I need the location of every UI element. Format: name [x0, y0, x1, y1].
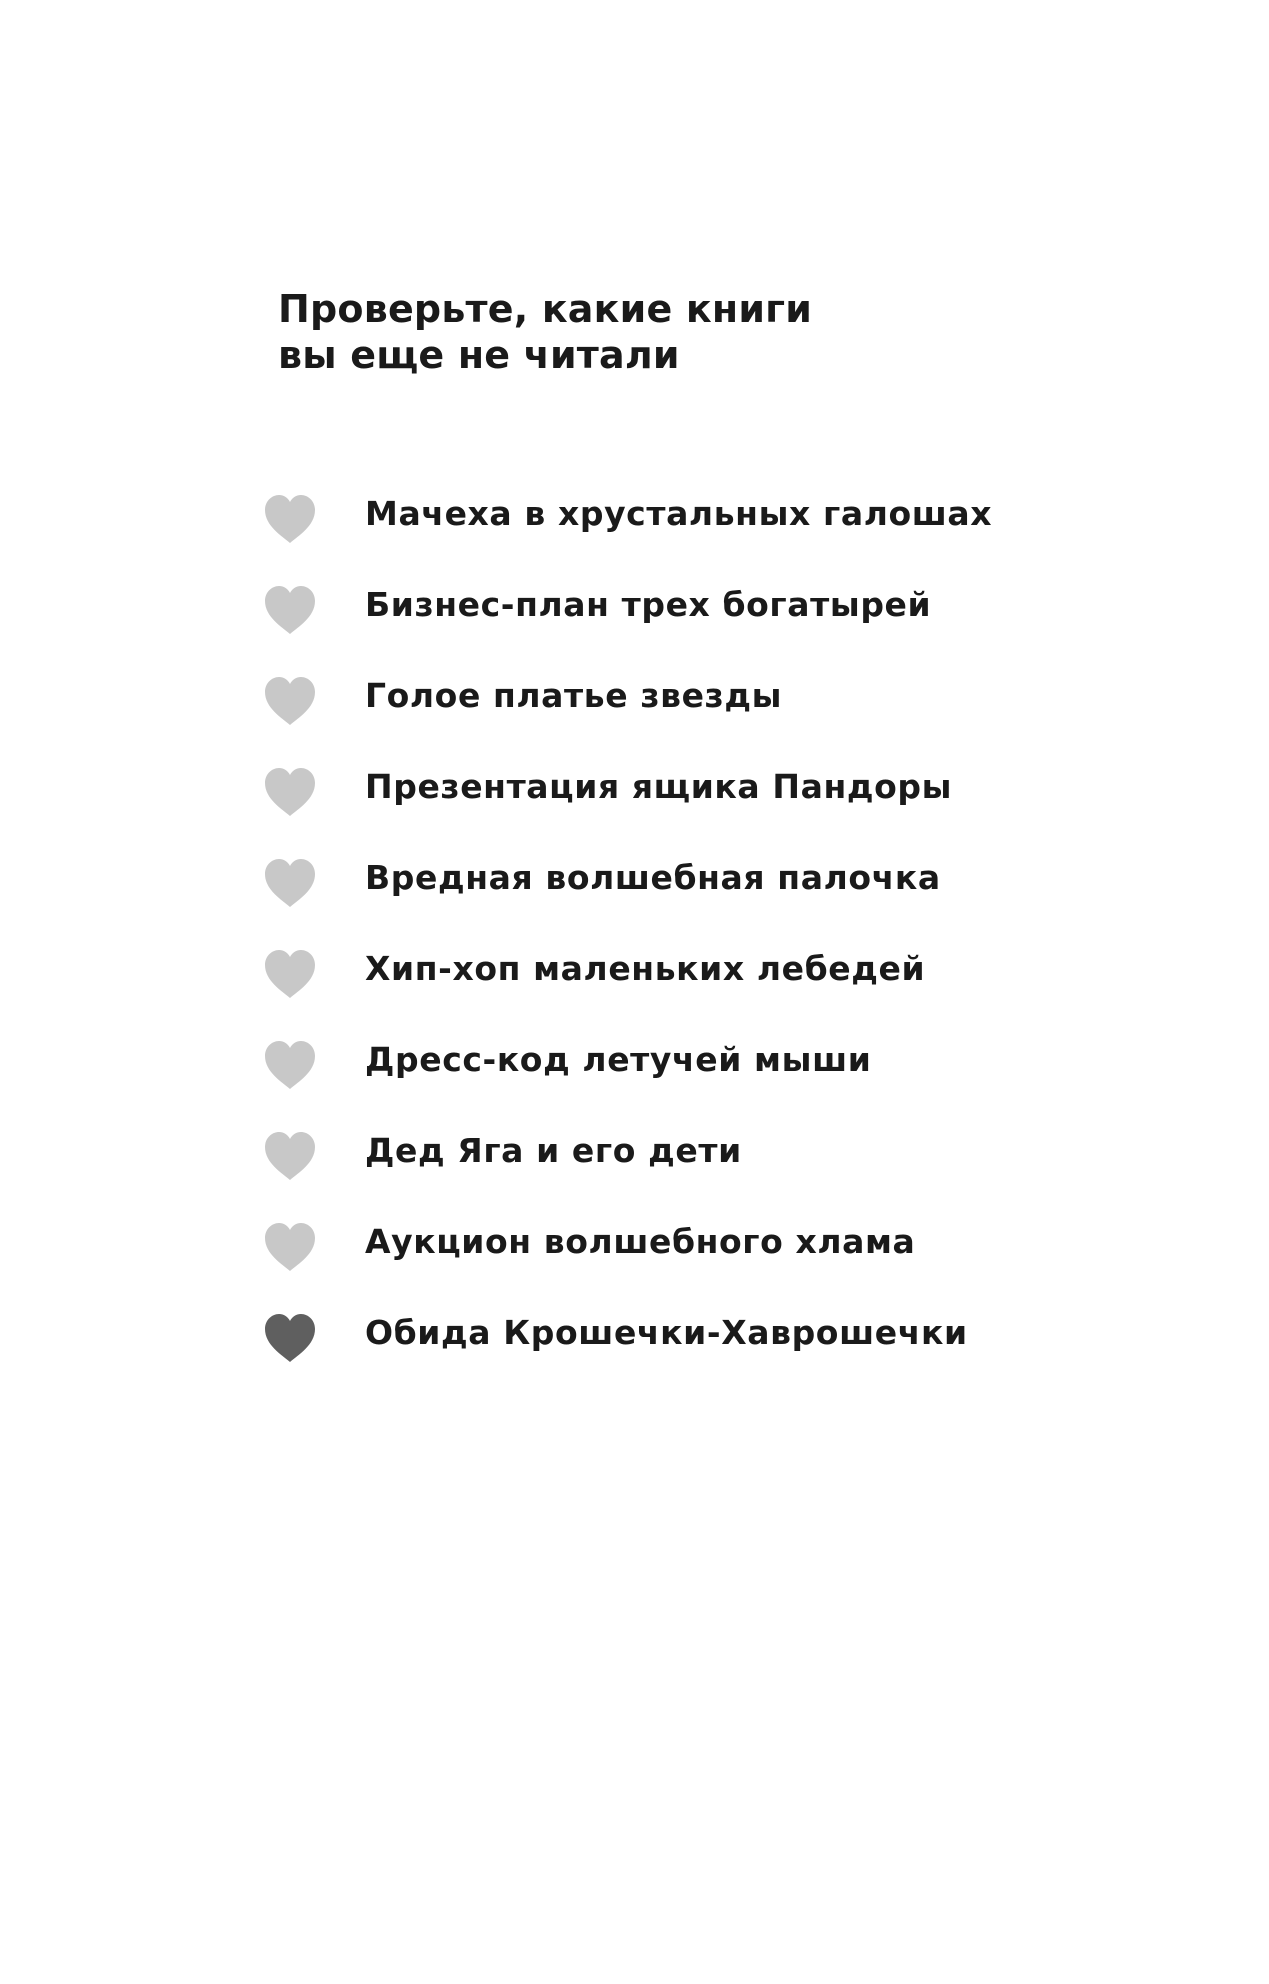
book-list — [262, 468, 992, 1378]
heart-icon — [262, 584, 318, 636]
heart-icon — [262, 1130, 318, 1182]
list-item — [262, 1014, 992, 1105]
book-title: Дресс-код летучей мыши — [365, 1040, 872, 1079]
book-title: Обида Крошечки-Хаврошечки — [365, 1313, 968, 1352]
book-title: Бизнес-план трех богатырей — [365, 585, 932, 624]
list-item — [262, 1105, 992, 1196]
list-item — [262, 650, 992, 741]
book-title: Мачеха в хрустальных галошах — [365, 494, 993, 533]
list-item — [262, 559, 992, 650]
page-title-line-2: вы еще не читали — [278, 333, 680, 377]
heart-icon — [262, 948, 318, 1000]
heart-icon — [262, 1039, 318, 1091]
list-item — [262, 923, 992, 1014]
heart-icon — [262, 1312, 318, 1364]
list-item — [262, 832, 992, 923]
heart-icon — [262, 766, 318, 818]
heart-icon — [262, 857, 318, 909]
book-title: Аукцион волшебного хлама — [365, 1222, 916, 1261]
heart-icon — [262, 675, 318, 727]
book-title: Дед Яга и его дети — [365, 1131, 742, 1170]
heart-icon — [262, 493, 318, 545]
list-item — [262, 468, 992, 559]
book-title: Вредная волшебная палочка — [365, 858, 941, 897]
book-title: Хип-хоп маленьких лебедей — [365, 949, 926, 988]
page-title-line-1: Проверьте, какие книги — [278, 287, 813, 331]
heart-icon — [262, 1221, 318, 1273]
book-title: Презентация ящика Пандоры — [365, 767, 953, 806]
list-item — [262, 1287, 992, 1378]
list-item — [262, 1196, 992, 1287]
page-title — [278, 286, 812, 378]
list-item — [262, 741, 992, 832]
book-title: Голое платье звезды — [365, 676, 783, 715]
